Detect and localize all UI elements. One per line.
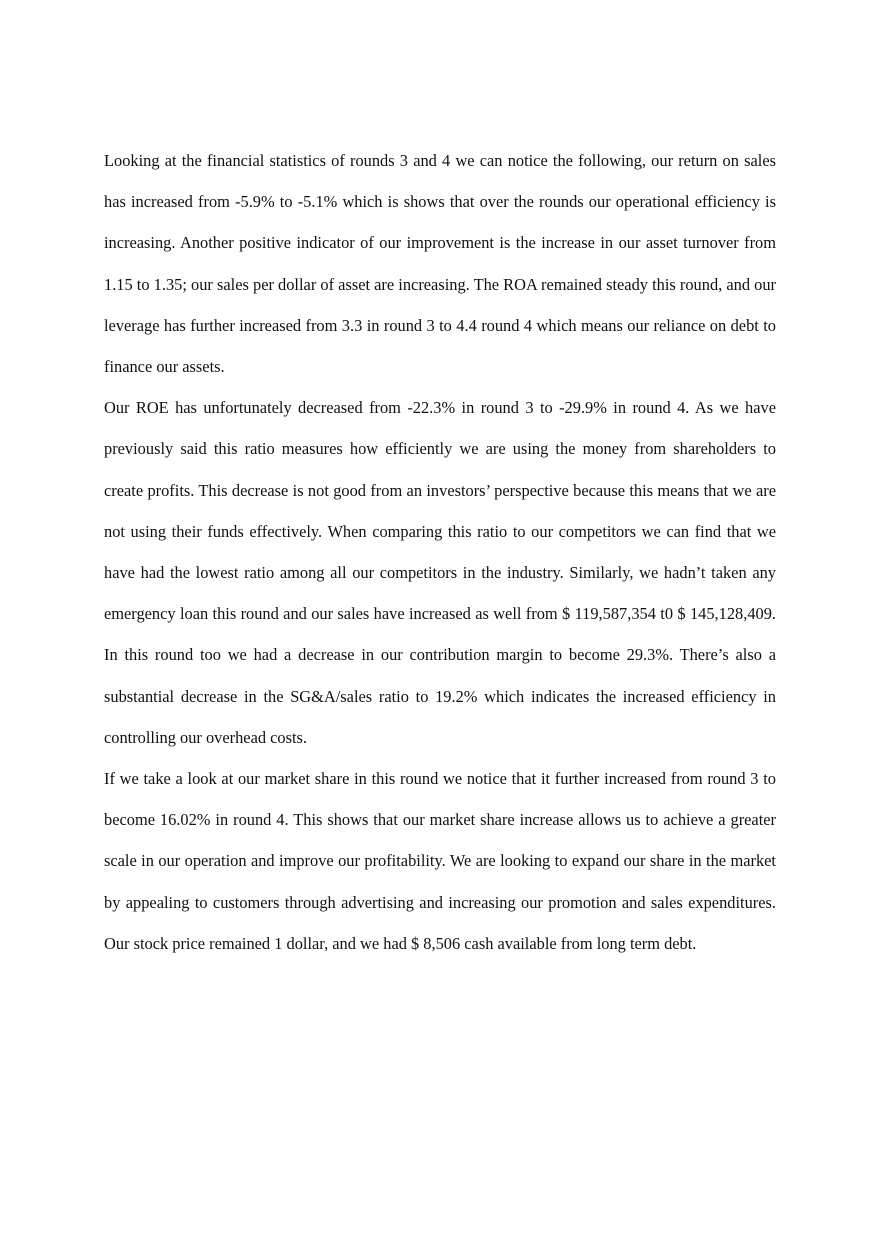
paragraph-financial-statistics: Looking at the financial statistics of rounds 3 and 4 we can notice the following, our return on sales has increased from -5.9% to -5.1% which is shows that over the rounds our operational efficiency is increasing. Another positive indicator of our improvement is the increase in our asset turnover from 1.15 to 1.35; our sales per dollar of asset are increasing. The ROA remained steady this round, and our leverage has further increased from 3.3 in round 3 to 4.4 round 4 which means our reliance on debt to finance our assets. [104, 151, 776, 377]
paragraph-roe: Our ROE has unfortunately decreased from -22.3% in round 3 to -29.9% in round 4. As we have previously said this ratio measures how efficiently we are using the money from shareholders to create profits. This decrease is not good from an investors’ perspective because this means that we are not using their funds effectively. When comparing this ratio to our competitors we can find that we have had the lowest ratio among all our competitors in the industry. Similarly, we hadn’t taken any emergency loan this round and our sales have increased as well from $ 119,587,354 t0 $ 145,128,409. In this round too we had a decrease in our contribution margin to become 29.3%. There’s also a substantial decrease in the SG&A/sales ratio to 19.2% which indicates the increased efficiency in controlling our overhead costs. [104, 398, 776, 747]
paragraph-market-share: If we take a look at our market share in this round we notice that it further increased from round 3 to become 16.02% in round 4. This shows that our market share increase allows us to achieve a greater scale in our operation and improve our profitability. We are looking to expand our share in the market by appealing to customers through advertising and increasing our promotion and sales expenditures. Our stock price remained 1 dollar, and we had $ 8,506 cash available from long term debt. [104, 769, 776, 953]
document-body [104, 140, 776, 964]
